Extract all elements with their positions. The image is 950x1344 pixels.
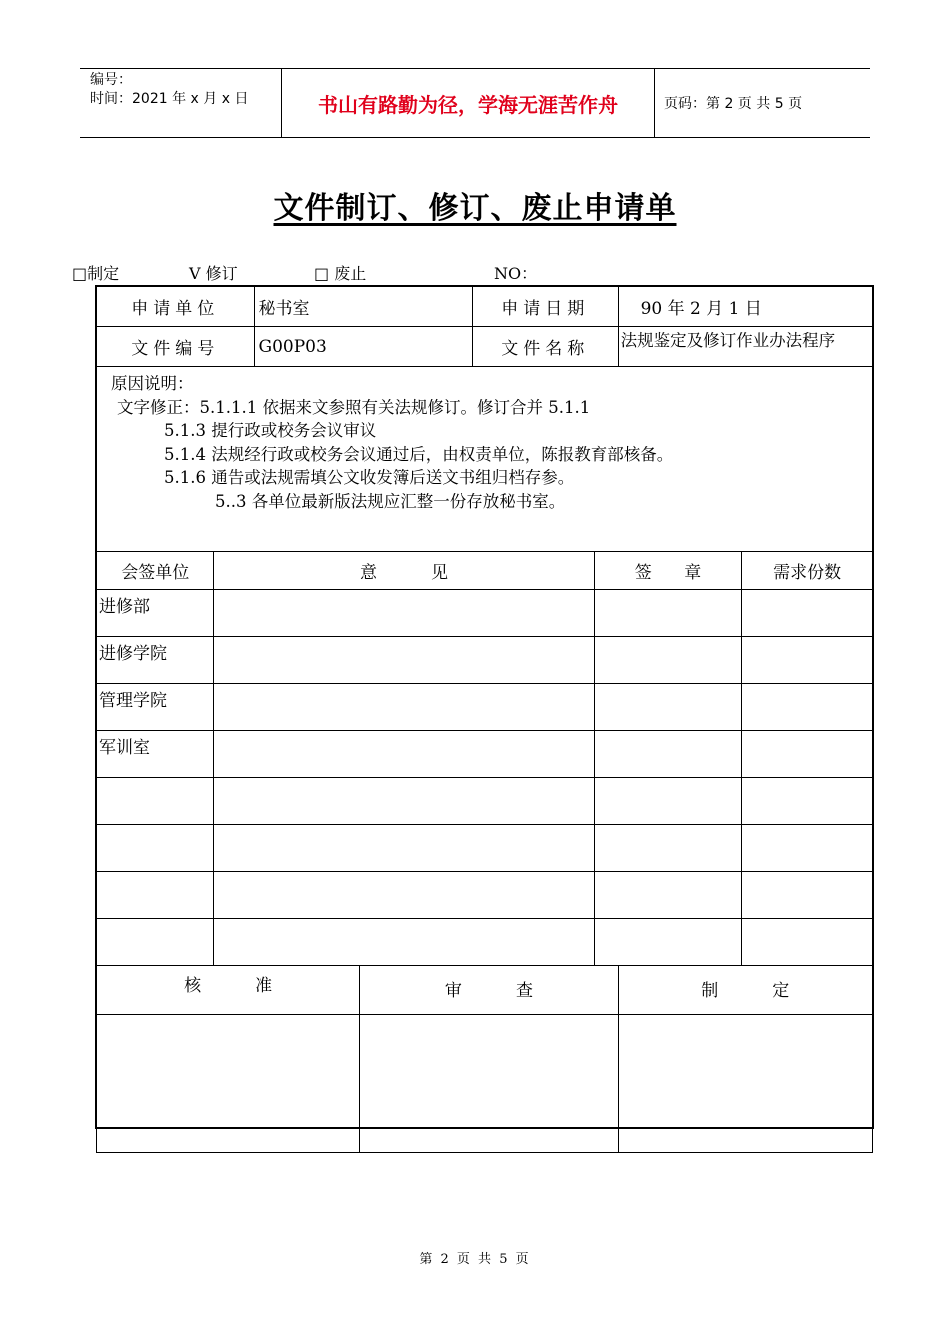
copies-cell[interactable] <box>742 825 873 872</box>
dept-name: 进修学院 <box>97 637 214 684</box>
approve-header: 核 准 <box>97 966 360 1015</box>
application-form <box>96 286 873 1153</box>
option-create[interactable]: □制定 <box>72 264 120 283</box>
copies-cell[interactable] <box>742 590 873 637</box>
seal-cell[interactable] <box>594 872 742 919</box>
option-abolish[interactable]: □ 废止 <box>314 264 367 283</box>
name-value[interactable]: 法规鉴定及修订作业办法程序 <box>618 327 872 367</box>
opinion-cell[interactable] <box>214 590 594 637</box>
reason-line: 5.1.4 法规经行政或校务会议通过后，由权责单位，陈报教育部核备。 <box>164 444 674 464</box>
prepare-signature-box[interactable] <box>618 1015 872 1153</box>
opinion-cell[interactable] <box>214 637 594 684</box>
col-header-copies: 需求份数 <box>742 552 873 590</box>
seal-cell[interactable] <box>594 778 742 825</box>
dept-name: 军训室 <box>97 731 214 778</box>
copies-cell[interactable] <box>742 684 873 731</box>
date-value[interactable]: 90 年 2 月 1 日 <box>618 287 872 327</box>
review-header: 审 查 <box>360 966 618 1015</box>
dept-name[interactable] <box>97 919 214 966</box>
seal-cell[interactable] <box>594 919 742 966</box>
table-row <box>97 684 873 731</box>
table-row <box>97 919 873 966</box>
page-footer: 第 2 页 共 5 页 <box>419 1252 531 1267</box>
seal-cell[interactable] <box>594 590 742 637</box>
approve-signature-box[interactable] <box>97 1015 360 1153</box>
review-signature-box[interactable] <box>360 1015 618 1153</box>
opinion-cell[interactable] <box>214 872 594 919</box>
date-label: 申请日期 <box>473 287 619 327</box>
unit-value[interactable]: 秘书室 <box>254 287 472 327</box>
page-header <box>80 68 870 138</box>
reason-title: 原因说明： <box>111 374 194 393</box>
reason-line: 文字修正：5.1.1.1 依据来文参照有关法规修订。修订合并 5.1.1 <box>117 397 591 417</box>
seal-cell[interactable] <box>594 637 742 684</box>
table-row <box>97 590 873 637</box>
copies-cell[interactable] <box>742 637 873 684</box>
number-label: 编号： <box>90 72 132 88</box>
col-header-dept: 会签单位 <box>97 552 214 590</box>
name-label: 文件名称 <box>473 327 619 367</box>
opinion-cell[interactable] <box>214 684 594 731</box>
seal-cell[interactable] <box>594 825 742 872</box>
table-row <box>97 778 873 825</box>
motto: 书山有路勤为径，学海无涯苦作舟 <box>281 69 655 137</box>
opinion-cell[interactable] <box>214 731 594 778</box>
reason-section[interactable] <box>97 367 873 552</box>
dept-name: 进修部 <box>97 590 214 637</box>
opinion-cell[interactable] <box>214 778 594 825</box>
dept-name[interactable] <box>97 778 214 825</box>
reason-line: 5..3 各单位最新版法规应汇整一份存放秘书室。 <box>215 491 566 511</box>
seal-cell[interactable] <box>594 684 742 731</box>
opinion-cell[interactable] <box>214 825 594 872</box>
copies-cell[interactable] <box>742 778 873 825</box>
col-header-opinion: 意 见 <box>214 552 594 590</box>
table-row <box>97 637 873 684</box>
time-label: 时间：2021 年 x 月 x 日 <box>90 91 249 107</box>
copies-cell[interactable] <box>742 919 873 966</box>
copies-cell[interactable] <box>742 731 873 778</box>
document-title: 文件制订、修订、废止申请单 <box>273 191 677 226</box>
code-value[interactable]: G00P03 <box>254 327 472 367</box>
header-info <box>80 69 281 137</box>
unit-label: 申请单位 <box>97 287 255 327</box>
seal-cell[interactable] <box>594 731 742 778</box>
opinion-cell[interactable] <box>214 919 594 966</box>
code-label: 文件编号 <box>97 327 255 367</box>
option-revise[interactable]: V 修订 <box>189 264 238 283</box>
prepare-header: 制 定 <box>618 966 872 1015</box>
table-row <box>97 872 873 919</box>
table-row <box>97 731 873 778</box>
number-field-label: NO： <box>494 264 538 283</box>
reason-line: 5.1.3 提行政或校务会议审议 <box>164 421 377 440</box>
page-indicator: 页码：第 2 页 共 5 页 <box>664 96 803 112</box>
dept-name[interactable] <box>97 872 214 919</box>
table-row <box>97 825 873 872</box>
reason-line: 5.1.6 通告或法规需填公文收发簿后送文书组归档存参。 <box>164 468 575 487</box>
col-header-seal: 签 章 <box>594 552 742 590</box>
dept-name[interactable] <box>97 825 214 872</box>
copies-cell[interactable] <box>742 872 873 919</box>
dept-name: 管理学院 <box>97 684 214 731</box>
